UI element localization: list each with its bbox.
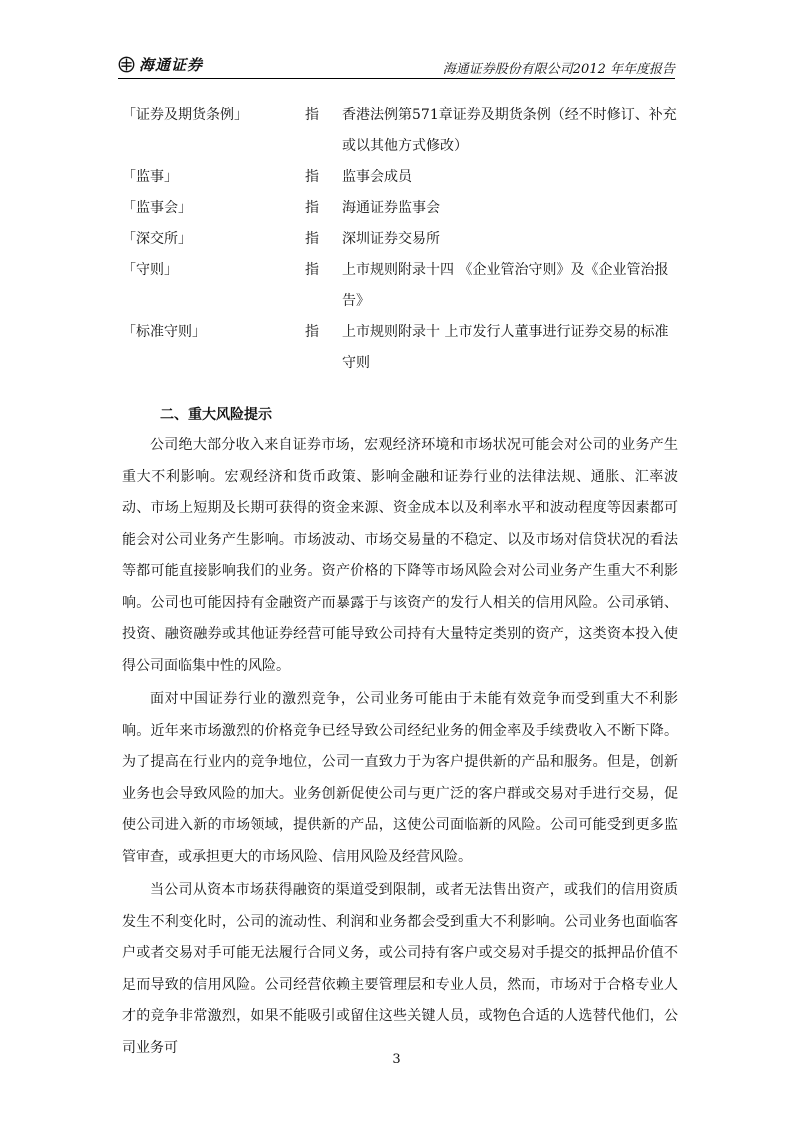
definition-indicator: 指: [305, 107, 319, 123]
definition-indicator: 指: [305, 200, 319, 216]
definition-term: 「监事会」: [122, 200, 192, 216]
report-title: 海通证券股份有限公司2012 年年度报告: [442, 62, 675, 77]
definitions-list: [122, 100, 682, 379]
definition-term: 「标准守则」: [122, 324, 206, 340]
definition-row: [122, 100, 682, 162]
paragraph: 面对中国证券行业的激烈竞争，公司业务可能由于未能有效竞争而受到重大不利影响。近年来市场激烈的价格竞争已经导致公司经纪业务的佣金率及手续费收入不断下降。为了提高在行业内的竞争地位，公司一直致力于为客户提供新的产品和服务。但是，创新业务也会导致风险的加大。业务创新促使公司与更广泛的客户群或交易对手进行交易，促使公司进入新的市场领域，提供新的产品，这使公司面临新的风险。公司可能受到更多监管审查，或承担更大的市场风险、信用风险及经营风险。: [122, 691, 678, 865]
definition-term: 「深交所」: [122, 231, 192, 247]
definition-description: 监事会成员: [342, 169, 412, 185]
definition-term: 「守则」: [122, 262, 178, 278]
definition-row: [122, 224, 682, 255]
company-logo: [118, 52, 203, 76]
haitong-logo-icon: [118, 56, 135, 73]
definition-description: 香港法例第571章证券及期货条例（经不时修订、补充或以其他方式修改）: [342, 107, 677, 154]
definition-indicator: 指: [305, 231, 319, 247]
paragraph: 公司绝大部分收入来自证券市场，宏观经济环境和市场状况可能会对公司的业务产生重大不利影响。宏观经济和货币政策、影响金融和证券行业的法律法规、通胀、汇率波动、市场上短期及长期可获得的资金来源、资金成本以及利率水平和波动程度等因素都可能会对公司业务产生影响。市场波动、市场交易量的不稳定、以及市场对信贷状况的看法等都可能直接影响我们的业务。资产价格的下降等市场风险会对公司业务产生重大不利影响。公司也可能因持有金融资产而暴露于与该资产的发行人相关的信用风险。公司承销、投资、融资融券或其他证券经营可能导致公司持有大量特定类别的资产，这类资本投入使得公司面临集中性的风险。: [122, 437, 678, 674]
definition-description: 上市规则附录十四 《企业管治守则》及《企业管治报告》: [342, 262, 669, 309]
definition-indicator: 指: [305, 262, 319, 278]
definition-term: 「监事」: [122, 169, 178, 185]
definition-row: [122, 255, 682, 317]
definition-description: 深圳证券交易所: [342, 231, 440, 247]
page-number: 3: [392, 1052, 401, 1067]
major-risk-section: [122, 400, 678, 1066]
definition-row: [122, 162, 682, 193]
paragraph: 当公司从资本市场获得融资的渠道受到限制，或者无法售出资产，或我们的信用资质发生不利变化时，公司的流动性、利润和业务都会受到重大不利影响。公司业务也面临客户或者交易对手可能无法履行合同义务，或公司持有客户或交易对手提交的抵押品价值不足而导致的信用风险。公司经营依赖主要管理层和专业人员，然而，市场对于合格专业人才的竞争非常激烈，如果不能吸引或留住这些关键人员，或物色合适的人选替代他们，公司业务可: [122, 882, 678, 1056]
definition-description: 上市规则附录十 上市发行人董事进行证券交易的标准守则: [342, 324, 669, 371]
page-header: [118, 52, 675, 82]
header-divider: [118, 78, 675, 79]
definition-row: [122, 193, 682, 224]
definition-term: 「证券及期货条例」: [122, 107, 248, 123]
definition-indicator: 指: [305, 324, 319, 340]
definition-description: 海通证券监事会: [342, 200, 440, 216]
section-title: 二、重大风险提示: [160, 407, 272, 423]
definition-row: [122, 317, 682, 379]
definition-indicator: 指: [305, 169, 319, 185]
logo-text: 海通证券: [139, 55, 204, 74]
